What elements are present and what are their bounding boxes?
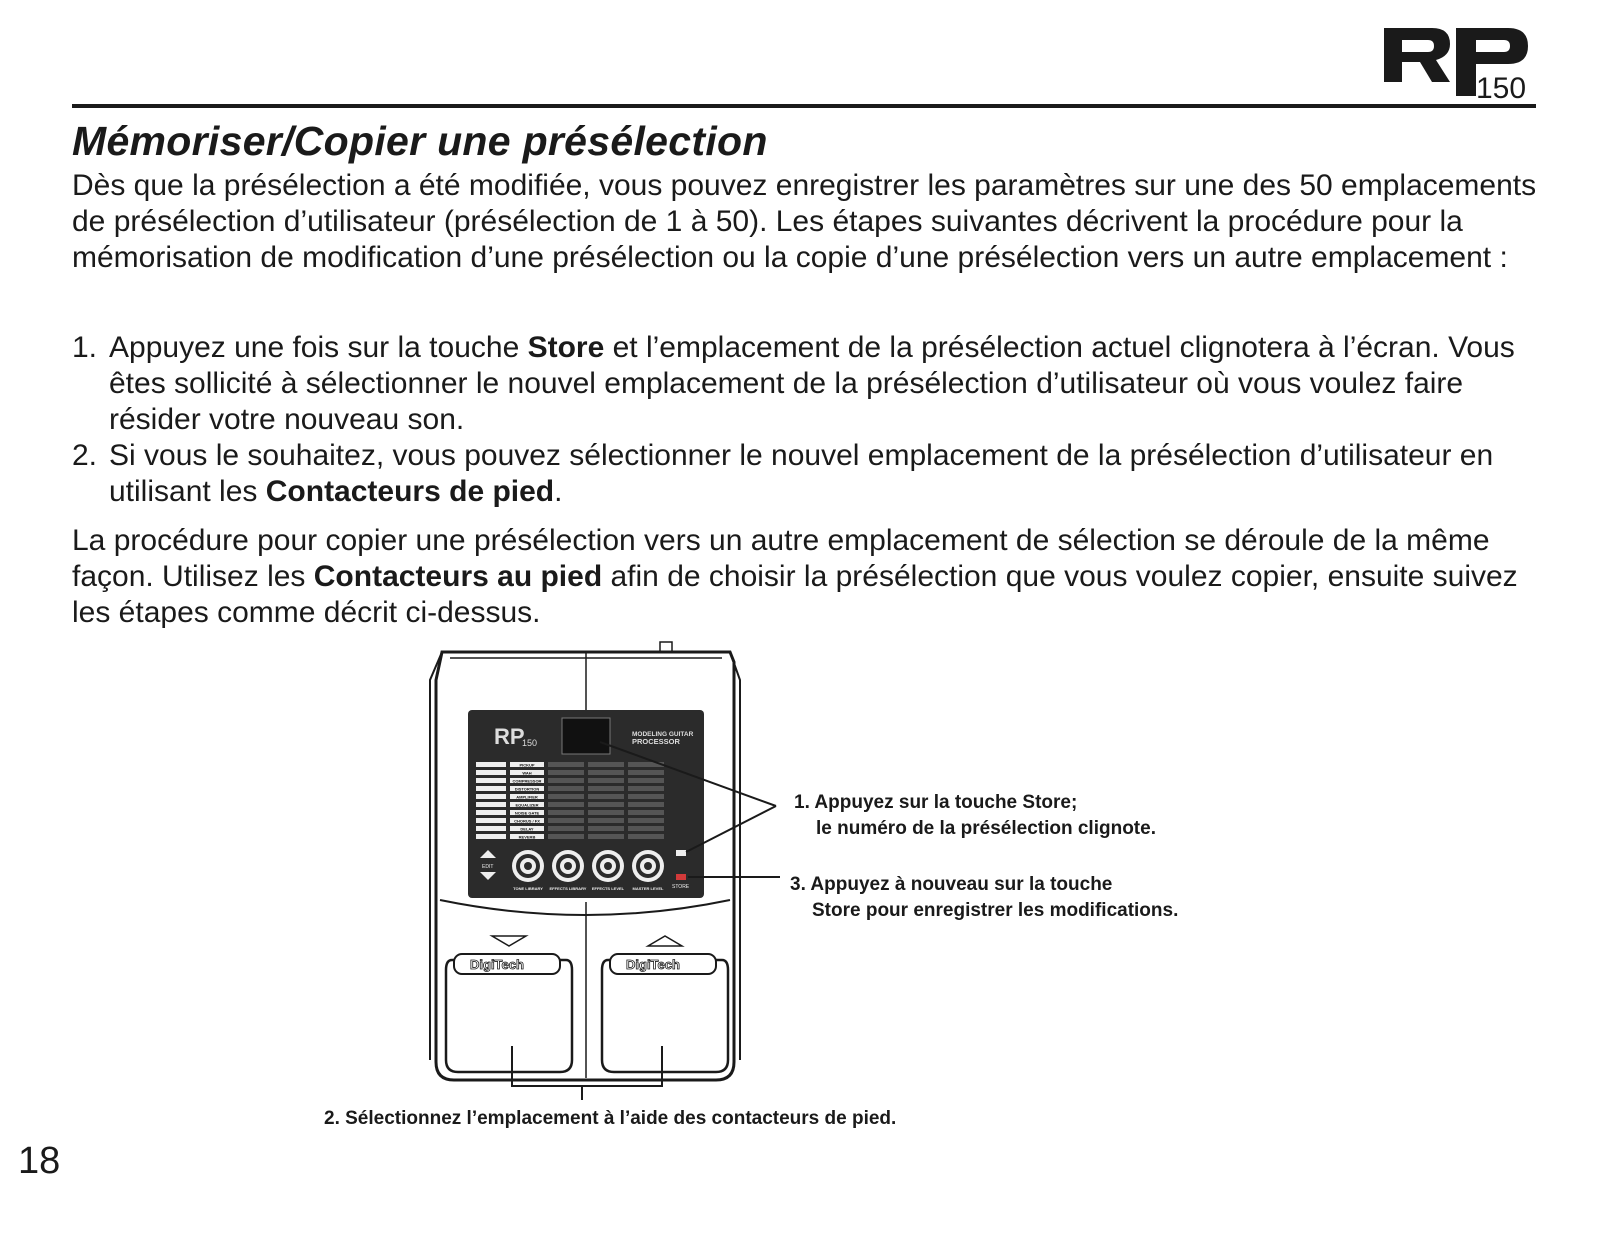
matrix-led — [476, 786, 506, 791]
knob-label: MASTER LEVEL — [632, 886, 664, 891]
matrix-cell — [548, 778, 584, 783]
knob-label: EFFECTS LEVEL — [591, 886, 625, 891]
matrix-row-label: CHORUS / FX — [514, 818, 540, 824]
matrix-cell — [628, 786, 664, 791]
knob-ring — [644, 862, 652, 870]
copy-text: afin de choisir la présélection que vous voulez copier, ensuite suivez les étapes comme décrit ci-dessus. — [72, 560, 1518, 629]
step-bold: Contacteurs de pied — [265, 475, 555, 508]
pedal-brand-left: DigiTech — [470, 957, 524, 972]
rp150-logo — [1384, 24, 1536, 102]
edit-label: EDIT — [482, 864, 494, 870]
matrix-cell — [588, 810, 624, 815]
matrix-cell — [588, 770, 624, 775]
matrix-led — [476, 810, 506, 815]
matrix-row-label: DELAY — [520, 826, 534, 832]
panel-logo: RP — [494, 724, 525, 749]
matrix-cell — [628, 770, 664, 775]
step-text: . — [554, 475, 563, 508]
matrix-led — [476, 818, 506, 823]
matrix-row-label: PICKUP — [519, 762, 535, 768]
matrix-row-label: EQUALIZER — [515, 802, 539, 808]
copy-text: La procédure pour copier une présélection vers un autre emplacement de sélection se déroule de la même façon. Utilisez les — [72, 524, 1490, 593]
matrix-cell — [588, 786, 624, 791]
step-number: 2. — [72, 439, 98, 472]
steps-list — [72, 330, 1542, 510]
matrix-cell — [628, 778, 664, 783]
header-rule — [72, 104, 1536, 108]
pedal-down-arrow-icon — [492, 936, 526, 946]
callout-2: 2. Sélectionnez l’emplacement à l’aide des contacteurs de pied. — [324, 1108, 897, 1129]
knob-ring — [604, 862, 612, 870]
page-title: Mémoriser/Copier une présélection — [72, 118, 768, 164]
matrix-cell — [628, 834, 664, 839]
step-text: et l’emplacement de la présélection actuel clignotera à l’écran. Vous êtes sollicité à sélectionner le nouvel emplacement de la présélection d’utilisateur où vous voulez faire résider votre nouveau son. — [109, 331, 1515, 436]
callout-1-line-2: le numéro de la présélection clignote. — [816, 818, 1156, 839]
matrix-led — [476, 826, 506, 831]
step-1 — [72, 330, 1542, 438]
matrix-cell — [548, 794, 584, 799]
copy-paragraph — [72, 523, 1532, 631]
matrix-row-label: DISTORTION — [514, 786, 540, 792]
matrix-row-label: WAH — [522, 770, 532, 776]
matrix-cell — [548, 810, 584, 815]
step-text: Appuyez une fois sur la touche — [109, 331, 528, 364]
footswitch-right — [602, 960, 728, 1072]
store-label: STORE — [672, 884, 690, 890]
page-number: 18 — [18, 1140, 61, 1182]
logo-model: 150 — [1476, 72, 1527, 102]
footswitch-left — [446, 960, 572, 1072]
callout-3-line-2: Store pour enregistrer les modifications. — [812, 900, 1179, 921]
knob-ring — [564, 862, 572, 870]
matrix-row-label: AMPLIFIER — [516, 794, 538, 800]
matrix-row-label: COMPRESSOR — [512, 778, 542, 784]
matrix-cell — [548, 826, 584, 831]
pedal-up-arrow-icon — [648, 936, 682, 946]
matrix-cell — [548, 818, 584, 823]
matrix-cell — [548, 834, 584, 839]
callout-1 — [794, 790, 1156, 842]
matrix-cell — [628, 818, 664, 823]
matrix-cell — [588, 802, 624, 807]
matrix-row-label: NOISE GATE — [514, 810, 540, 816]
matrix-cell — [628, 802, 664, 807]
matrix-led — [476, 834, 506, 839]
knob-label: EFFECTS LIBRARY — [549, 886, 587, 891]
matrix-led — [476, 770, 506, 775]
intro-paragraph: Dès que la présélection a été modifiée, vous pouvez enregistrer les paramètres sur une des 50 emplacements de présélection d’utilisateur (présélection de 1 à 50). Les étapes suivantes décrivent la procédure pour la mémorisation de modification d’une présélection ou la copie d’une présélection vers un autre emplacement : — [72, 169, 1537, 274]
matrix-cell — [588, 794, 624, 799]
panel-subtitle-1: MODELING GUITAR — [632, 731, 694, 738]
matrix-cell — [548, 762, 584, 767]
panel-model: 150 — [522, 738, 538, 748]
panel-display — [562, 718, 610, 754]
callout-3-line-1: 3. Appuyez à nouveau sur la touche — [790, 874, 1113, 895]
matrix-cell — [628, 794, 664, 799]
matrix-cell — [548, 802, 584, 807]
callout-1-line-1: 1. Appuyez sur la touche Store; — [794, 792, 1078, 813]
step-text: Si vous le souhaitez, vous pouvez sélectionner le nouvel emplacement de la présélection d’utilisateur en utilisant les — [109, 439, 1494, 508]
matrix-led — [476, 802, 506, 807]
step-number: 1. — [72, 331, 98, 364]
knob-label: TONE LIBRARY — [513, 886, 543, 891]
matrix-cell — [588, 778, 624, 783]
copy-bold: Contacteurs au pied — [313, 560, 603, 593]
knob-ring — [524, 862, 532, 870]
callout-3 — [790, 872, 1178, 924]
pedal-brand-right: DigiTech — [626, 957, 680, 972]
store-led — [676, 850, 686, 856]
matrix-cell — [548, 786, 584, 791]
matrix-led — [476, 762, 506, 767]
matrix-cell — [588, 762, 624, 767]
panel-subtitle-2: PROCESSOR — [632, 737, 680, 746]
matrix-cell — [628, 810, 664, 815]
matrix-led — [476, 778, 506, 783]
matrix-row-label: REVERB — [518, 834, 536, 840]
store-button — [676, 874, 686, 880]
matrix-cell — [588, 826, 624, 831]
matrix-led — [476, 794, 506, 799]
matrix-cell — [628, 826, 664, 831]
matrix-cell — [588, 834, 624, 839]
step-2 — [72, 438, 1542, 510]
step-bold: Store — [527, 331, 605, 364]
matrix-cell — [548, 770, 584, 775]
matrix-cell — [588, 818, 624, 823]
